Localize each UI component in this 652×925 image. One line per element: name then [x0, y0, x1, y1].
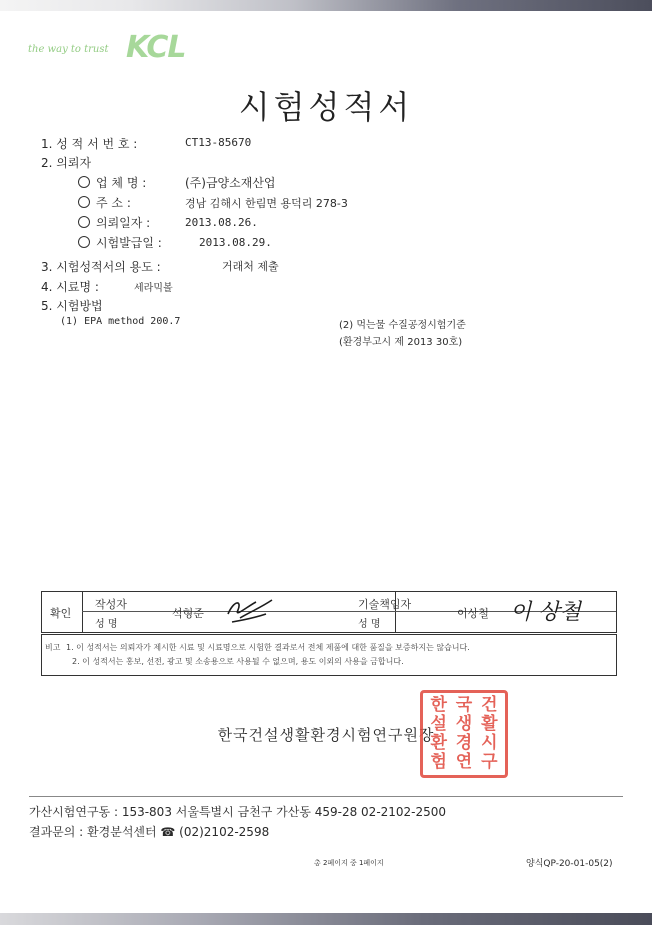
tech-name-label: 성 명	[358, 619, 381, 630]
author-name: 석형준	[172, 607, 204, 620]
tech-label: 기술책임자	[358, 598, 412, 611]
notes-box	[41, 634, 617, 676]
seal-char: 한	[430, 695, 447, 715]
seal-char: 국	[455, 695, 473, 715]
note-2: 2. 이 성적서는 홍보, 선전, 광고 및 소송용으로 사용될 수 없으며, 용도 이외의 사용을 금합니다.	[72, 657, 404, 666]
method-1: (1) EPA method 200.7	[60, 316, 181, 327]
issue-date-row	[78, 234, 162, 251]
issue-date-label: 시험발급일 :	[96, 236, 162, 250]
circle-bullet-icon	[78, 176, 90, 188]
official-seal-stamp	[420, 690, 508, 778]
request-date-row	[78, 214, 150, 231]
footer-address: 가산시험연구동 : 153-803 서울특별시 금천구 가산동 459-28 02-2102-2500	[29, 805, 447, 819]
purpose-value: 거래처 제출	[222, 260, 279, 273]
seal-char: 험	[430, 752, 447, 772]
sample-value: 세라믹볼	[134, 283, 173, 294]
report-no-value: CT13-85670	[185, 136, 252, 149]
logo-tagline: the way to trust	[28, 44, 109, 55]
issue-date-value: 2013.08.29.	[199, 236, 272, 249]
tech-signature: 이 상철	[510, 600, 581, 625]
bottom-decor-bar	[0, 913, 652, 925]
author-signature	[220, 592, 280, 628]
tech-name: 이상철	[457, 607, 489, 620]
request-date-value: 2013.08.26.	[185, 216, 258, 229]
form-number: 양식QP-20-01-05(2)	[526, 859, 613, 869]
seal-char: 건	[481, 695, 498, 715]
circle-bullet-icon	[78, 216, 90, 228]
top-decor-bar	[0, 0, 652, 11]
seal-char: 환	[430, 733, 447, 753]
address-label: 주 소 :	[96, 196, 131, 210]
document-title: 시험성적서	[238, 88, 414, 126]
method-2-line1: (2) 먹는물 수질공정시험기준	[339, 320, 466, 331]
client-label: 2. 의뢰자	[41, 156, 92, 170]
company-value: (주)금양소재산업	[185, 176, 276, 190]
seal-char: 생	[455, 714, 473, 734]
report-no-label: 1. 성 적 서 번 호 :	[41, 137, 138, 151]
author-label: 작성자	[95, 598, 127, 611]
notes-prefix: 비고	[45, 643, 61, 652]
note-1: 1. 이 성적서는 의뢰자가 제시한 시료 및 시료명으로 시험한 결과로서 전체 제품에 대한 품질을 보증하지는 않습니다.	[66, 643, 470, 652]
seal-char: 시	[481, 733, 498, 753]
seal-char: 구	[481, 752, 498, 772]
sample-label: 4. 시료명 :	[41, 280, 99, 294]
circle-bullet-icon	[78, 236, 90, 248]
circle-bullet-icon	[78, 196, 90, 208]
footer-contact: 결과문의 : 환경분석센터 ☎ (02)2102-2598	[29, 825, 270, 839]
confirmation-table	[41, 591, 617, 633]
purpose-label: 3. 시험성적서의 용도 :	[41, 260, 161, 274]
seal-char: 경	[455, 733, 473, 753]
request-date-label: 의뢰일자 :	[96, 216, 151, 230]
logo-wordmark: KCL	[126, 30, 186, 65]
institute-name: 한국건설생활환경시험연구원장	[217, 726, 435, 744]
seal-char: 연	[455, 752, 473, 772]
seal-char: 설	[430, 714, 447, 734]
company-label: 업 체 명 :	[96, 176, 147, 190]
method-label: 5. 시험방법	[41, 299, 103, 313]
seal-char: 활	[481, 714, 498, 734]
confirm-label: 확인	[50, 607, 72, 620]
footer-rule	[29, 796, 623, 797]
address-value: 경남 김해시 한림면 용덕리 278-3	[185, 197, 348, 210]
author-name-label: 성 명	[95, 619, 118, 630]
page-info: 총 2페이지 중 1페이지	[314, 859, 384, 867]
company-row	[78, 174, 146, 191]
address-row	[78, 194, 131, 211]
method-2-line2: (환경부고시 제 2013 30호)	[339, 337, 463, 348]
